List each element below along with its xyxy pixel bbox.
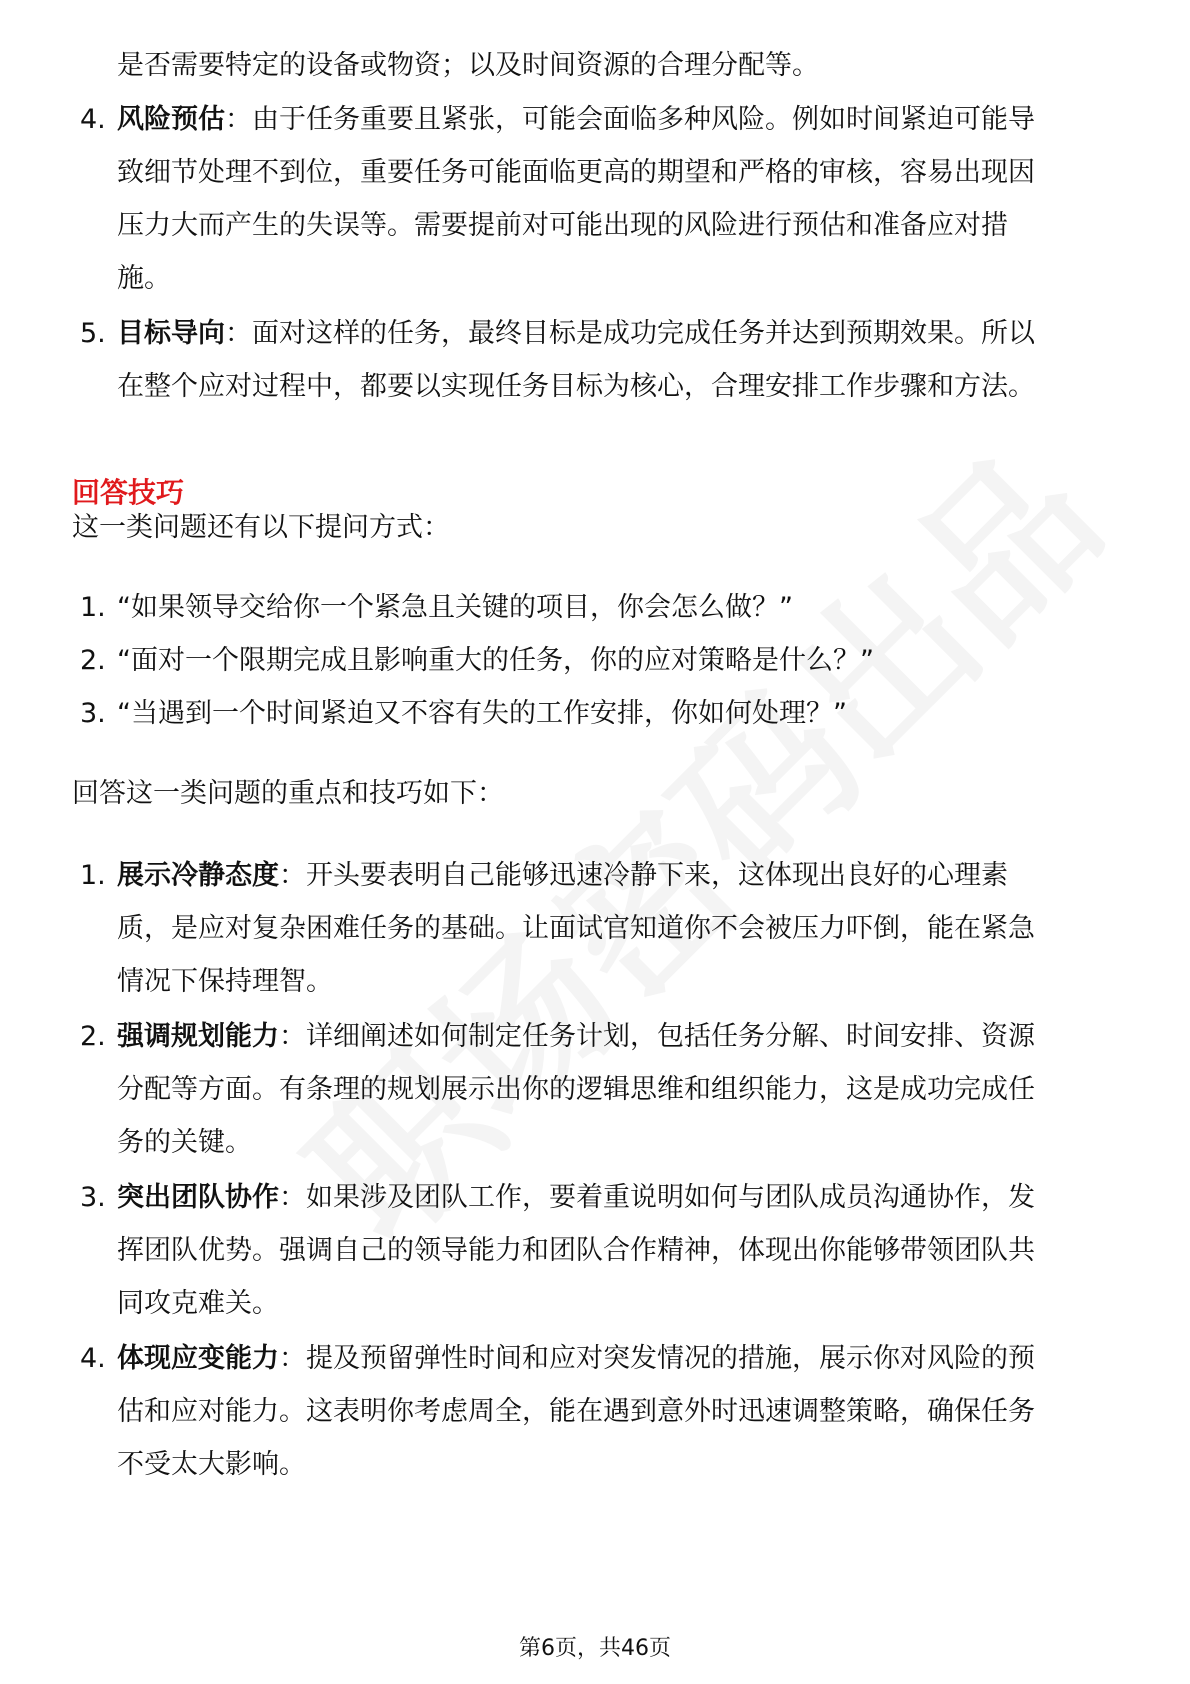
item-text: 同攻克难关。	[117, 1288, 279, 1319]
item-title: 体现应变能力	[117, 1343, 279, 1374]
item-text: ：面对这样的任务，最终目标是成功完成任务并达到预期效果。所以	[225, 318, 1035, 349]
item-text: 分配等方面。有条理的规划展示出你的逻辑思维和组织能力，这是成功完成任	[117, 1074, 1035, 1105]
question-text: “当遇到一个时间紧迫又不容有失的工作安排，你如何处理？”	[117, 698, 847, 729]
item-text: 挥团队优势。强调自己的领导能力和团队合作精神，体现出你能够带领团队共	[117, 1235, 1035, 1266]
list-number: 3.	[80, 698, 106, 729]
list-number: 5.	[80, 318, 106, 349]
item-title: 展示冷静态度	[117, 860, 279, 891]
item-title: 突出团队协作	[117, 1182, 279, 1213]
item-text: ：如果涉及团队工作，要着重说明如何与团队成员沟通协作，发	[279, 1182, 1035, 1213]
list-number: 3.	[80, 1182, 106, 1213]
page-number: 第6页，共46页	[519, 1636, 671, 1661]
continuation-text: 是否需要特定的设备或物资；以及时间资源的合理分配等。	[117, 50, 819, 81]
question-text: “如果领导交给你一个紧急且关键的项目，你会怎么做？”	[117, 592, 793, 623]
item-text: ：开头要表明自己能够迅速冷静下来，这体现出良好的心理素	[279, 860, 1008, 891]
watermark	[279, 434, 1120, 1275]
list-number: 2.	[80, 645, 106, 676]
item-text: 施。	[117, 263, 171, 294]
item-text: ：提及预留弹性时间和应对突发情况的措施，展示你对风险的预	[279, 1343, 1035, 1374]
item-text: 不受太大影响。	[117, 1449, 306, 1480]
question-text: “面对一个限期完成且影响重大的任务，你的应对策略是什么？”	[117, 645, 874, 676]
list-number: 1.	[80, 860, 106, 891]
item-text: 务的关键。	[117, 1127, 252, 1158]
intro-paragraph: 回答这一类问题的重点和技巧如下：	[72, 778, 504, 809]
item-text: 压力大而产生的失误等。需要提前对可能出现的风险进行预估和准备应对措	[117, 210, 1008, 241]
list-number: 2.	[80, 1021, 106, 1052]
item-text: 情况下保持理智。	[117, 966, 333, 997]
section-heading: 回答技巧	[72, 476, 185, 509]
item-title: 强调规划能力	[117, 1021, 279, 1052]
list-number: 1.	[80, 592, 106, 623]
intro-paragraph: 这一类问题还有以下提问方式：	[72, 512, 450, 543]
list-number: 4.	[80, 1343, 106, 1374]
item-title: 目标导向	[117, 318, 225, 349]
item-text: ：详细阐述如何制定任务计划，包括任务分解、时间安排、资源	[279, 1021, 1035, 1052]
item-text: 致细节处理不到位，重要任务可能面临更高的期望和严格的审核，容易出现因	[117, 157, 1035, 188]
item-text: 估和应对能力。这表明你考虑周全，能在遇到意外时迅速调整策略，确保任务	[117, 1396, 1035, 1427]
item-text: 质，是应对复杂困难任务的基础。让面试官知道你不会被压力吓倒，能在紧急	[117, 913, 1035, 944]
item-text: 在整个应对过程中，都要以实现任务目标为核心，合理安排工作步骤和方法。	[117, 371, 1035, 402]
list-number: 4.	[80, 104, 106, 135]
item-text: ：由于任务重要且紧张，可能会面临多种风险。例如时间紧迫可能导	[225, 104, 1035, 135]
item-title: 风险预估	[117, 104, 225, 135]
